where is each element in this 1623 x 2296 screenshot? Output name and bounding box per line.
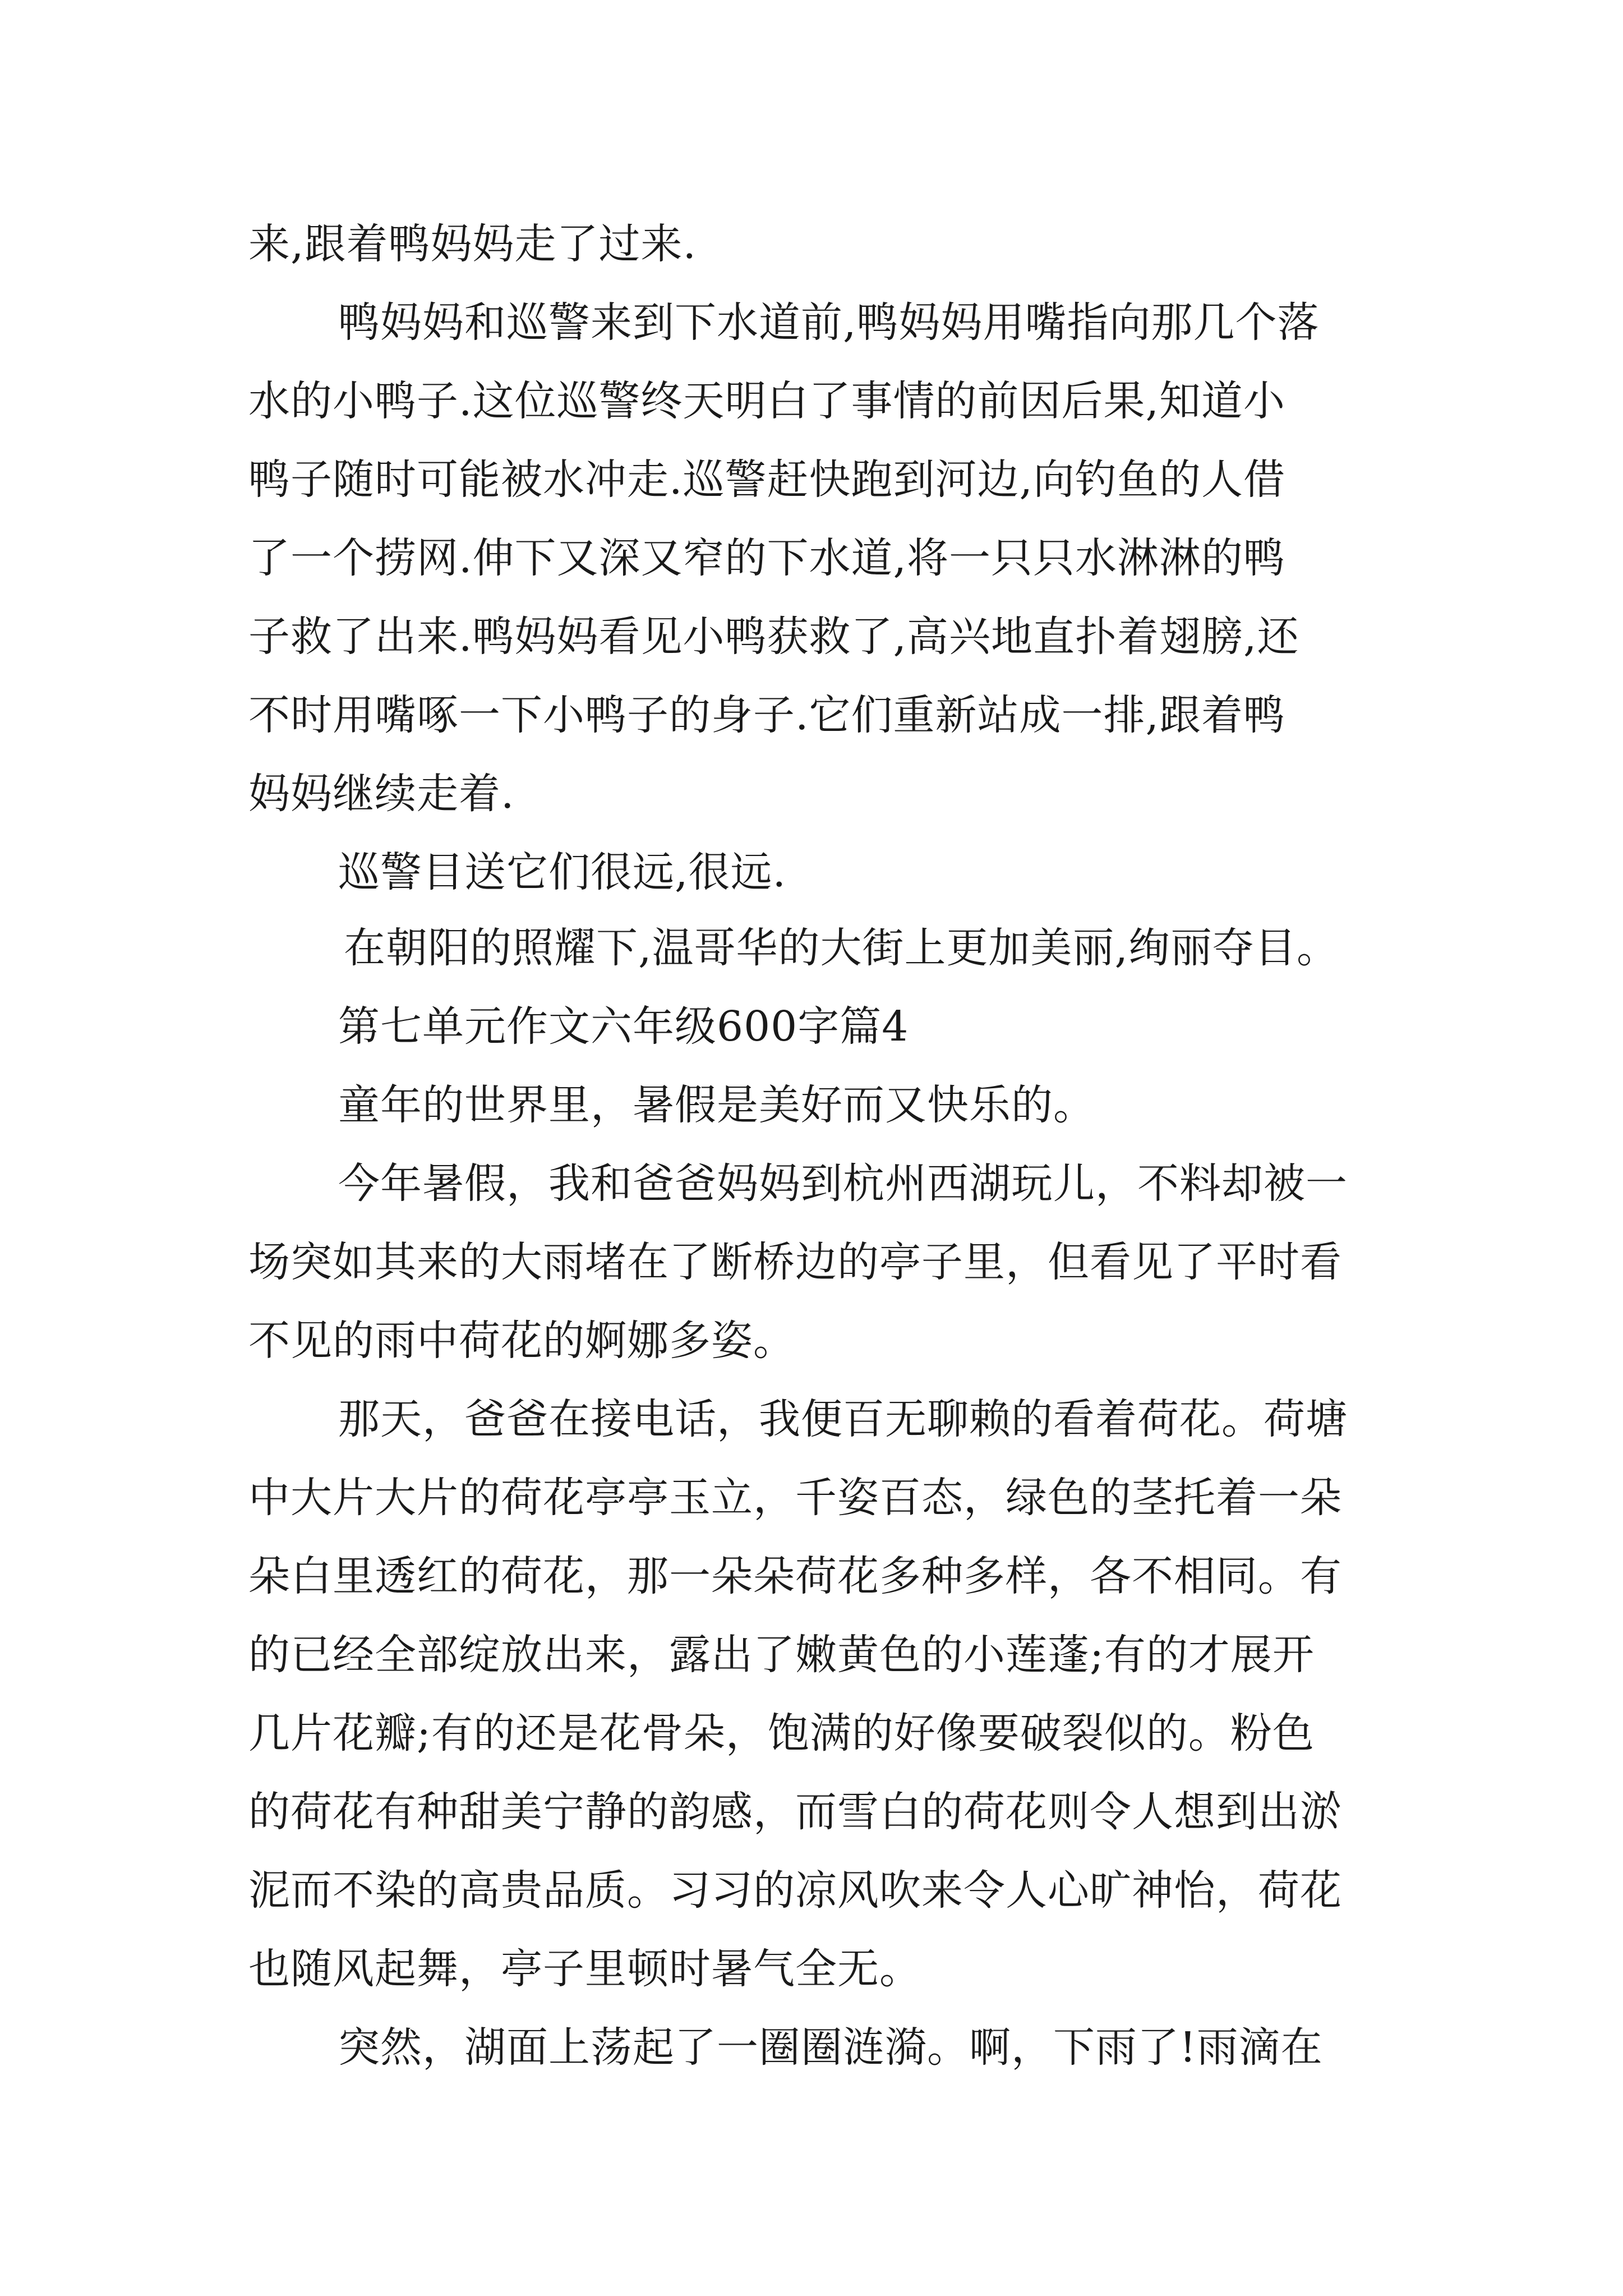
text-line: 的荷花有种甜美宁静的韵感，而雪白的荷花则令人想到出淤 [248,1788,1342,1836]
text-line: 突然，湖面上荡起了一圈圈涟漪。啊，下雨了!雨滴在 [338,2023,1323,2072]
text-line: 来,跟着鸭妈妈走了过来. [248,220,697,268]
text-line: 也随风起舞，亭子里顿时暑气全无。 [248,1945,921,1993]
text-line: 那天，爸爸在接电话，我便百无聊赖的看着荷花。荷塘 [338,1395,1348,1443]
text-line: 朵白里透红的荷花，那一朵朵荷花多种多样，各不相同。有 [248,1552,1342,1600]
text-line: 今年暑假，我和爸爸妈妈到杭州西湖玩儿，不料却被一 [338,1159,1348,1208]
text-line: 鸭子随时可能被水冲走.巡警赶快跑到河边,向钓鱼的人借 [248,455,1286,504]
text-line: 不见的雨中荷花的婀娜多姿。 [248,1317,795,1365]
text-line: 巡警目送它们很远,很远. [338,848,787,896]
text-line: 童年的世界里，暑假是美好而又快乐的。 [338,1081,1095,1129]
text-line: 在朝阳的照耀下,温哥华的大街上更加美丽,绚丽夺目。 [344,924,1339,972]
text-line: 几片花瓣;有的还是花骨朵，饱满的好像要破裂似的。粉色 [248,1709,1315,1757]
text-line: 不时用嘴啄一下小鸭子的身子.它们重新站成一排,跟着鸭 [248,691,1286,739]
text-line: 子救了出来.鸭妈妈看见小鸭获救了,高兴地直扑着翅膀,还 [248,613,1299,661]
text-line: 水的小鸭子.这位巡警终天明白了事情的前因后果,知道小 [248,377,1286,425]
text-line: 鸭妈妈和巡警来到下水道前,鸭妈妈用嘴指向那几个落 [338,298,1320,347]
text-line: 的已经全部绽放出来，露出了嫩黄色的小莲蓬;有的才展开 [248,1631,1315,1679]
text-line: 泥而不染的高贵品质。习习的凉风吹来令人心旷神怡，荷花 [248,1866,1342,1915]
section-heading: 第七单元作文六年级600字篇4 [338,1002,909,1051]
text-line: 场突如其来的大雨堵在了断桥边的亭子里，但看见了平时看 [248,1238,1342,1286]
text-line: 了一个捞网.伸下又深又窄的下水道,将一只只水淋淋的鸭 [248,534,1286,582]
text-line: 妈妈继续走着. [248,770,515,818]
text-line: 中大片大片的荷花亭亭玉立，千姿百态，绿色的茎托着一朵 [248,1474,1342,1522]
